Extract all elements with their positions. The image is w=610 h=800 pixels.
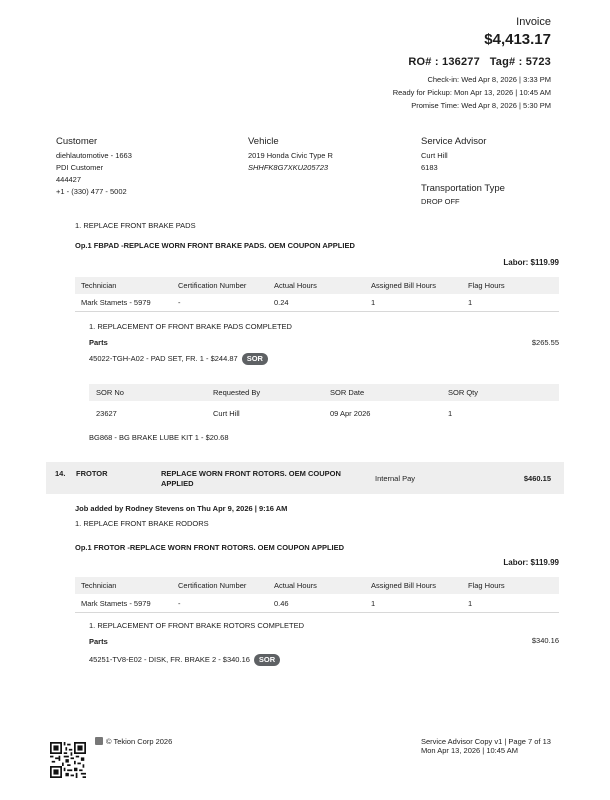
job13-td-technician: Mark Stamets - 5979: [81, 298, 151, 307]
customer-phone: +1 - (330) 477 - 5002: [56, 187, 127, 196]
customer-id: 444427: [56, 175, 82, 184]
sor-td-date: 09 Apr 2026: [330, 409, 371, 418]
ro-tag-line: [408, 56, 551, 68]
footer-copyright: [95, 737, 172, 746]
job14-description: REPLACE WORN FRONT ROTORS. OEM COUPON APPLIED: [161, 469, 341, 488]
footer-printed-time: Mon Apr 13, 2026 | 10:45 AM: [421, 746, 519, 755]
job14-sor-badge[interactable]: SOR: [254, 654, 280, 666]
job14-part1-text: 45251-TV8-E02 - DISK, FR. BRAKE 2 - $340.16: [89, 655, 250, 664]
invoice-title: Invoice: [516, 16, 551, 28]
job14-td-actual: 0.46: [274, 599, 289, 608]
job13-parts-label: Parts: [89, 338, 108, 347]
job14-td-assigned: 1: [371, 599, 376, 608]
job14-code: FROTOR: [76, 469, 108, 478]
job14-td-flag: 1: [468, 599, 473, 608]
check-in-time: Check-in: Wed Apr 8, 2026 | 3:33 PM: [427, 75, 551, 84]
job14-td-technician: Mark Stamets - 5979: [81, 599, 151, 608]
footer-copyright-text: © Tekion Corp 2026: [106, 737, 173, 746]
job13-th-flag: Flag Hours: [468, 281, 505, 290]
sor-td-qty: 1: [448, 409, 453, 418]
job14-parts-total: $340.16: [531, 636, 559, 645]
vehicle-vin: SHHFK8G7XKU205723: [248, 163, 329, 172]
service-advisor-id: 6183: [421, 163, 438, 172]
job13-sor-badge[interactable]: SOR: [242, 353, 268, 365]
job14-amount: $460.15: [523, 474, 551, 483]
service-advisor-title: Service Advisor: [421, 136, 487, 147]
sor-th-requested: Requested By: [213, 388, 261, 397]
ready-for-pickup-time: Ready for Pickup: Mon Apr 13, 2026 | 10:45 AM: [392, 88, 551, 97]
job13-parts-total: $265.55: [531, 338, 559, 347]
job14-labor: Labor: $119.99: [503, 558, 559, 567]
job14-th-assigned: Assigned Bill Hours: [371, 581, 437, 590]
job13-line1: 1. REPLACE FRONT BRAKE PADS: [75, 221, 196, 230]
promise-time: Promise Time: Wed Apr 8, 2026 | 5:30 PM: [411, 101, 551, 110]
job13-completion: 1. REPLACEMENT OF FRONT BRAKE PADS COMPLETED: [89, 322, 292, 331]
job13-td-assigned: 1: [371, 298, 376, 307]
job14-op: [75, 543, 344, 552]
job14-th-flag: Flag Hours: [468, 581, 505, 590]
job13-td-cert: -: [178, 298, 181, 307]
service-advisor-section: [421, 136, 505, 208]
invoice-total: $4,413.17: [484, 31, 551, 48]
job14-completion: 1. REPLACEMENT OF FRONT BRAKE ROTORS COMPLETED: [89, 621, 305, 630]
job13-part1: [89, 353, 268, 365]
job13-op-text: Op.1 FBPAD -REPLACE WORN FRONT BRAKE PADS. OEM COUPON APPLIED: [75, 241, 355, 250]
job13-part1-text: 45022-TGH-A02 - PAD SET, FR. 1 - $244.87: [89, 354, 238, 363]
transportation-title: Transportation Type: [421, 183, 505, 194]
qr-code-icon: [50, 742, 86, 778]
job13-th-actual: Actual Hours: [274, 281, 317, 290]
job14-added-by: Job added by Rodney Stevens on Thu Apr 9, 2026 | 9:16 AM: [75, 504, 288, 513]
customer-type: PDI Customer: [56, 163, 104, 172]
job13-op: [75, 240, 355, 252]
job13-labor: Labor: $119.99: [503, 258, 559, 267]
customer-name: diehlautomotive - 1663: [56, 151, 132, 160]
footer-copy-info: Service Advisor Copy v1 | Page 7 of 13: [421, 737, 551, 746]
job14-tech-divider: [75, 612, 559, 613]
tag-number: Tag# : 5723: [489, 56, 551, 68]
sor-table-header: [89, 384, 559, 401]
tekion-logo-icon: [95, 737, 103, 745]
service-advisor-name: Curt Hill: [421, 151, 448, 160]
job14-line1: 1. REPLACE FRONT BRAKE RODORS: [75, 519, 209, 528]
sor-th-qty: SOR Qty: [448, 388, 479, 397]
customer-title: Customer: [56, 136, 98, 147]
job14-parts-label: Parts: [89, 637, 108, 646]
job13-th-technician: Technician: [81, 281, 117, 290]
sor-th-date: SOR Date: [330, 388, 365, 397]
job14-op-text: Op.1 FROTOR -REPLACE WORN FRONT ROTORS. OEM COUPON APPLIED: [75, 543, 345, 552]
job14-th-cert: Certification Number: [178, 581, 247, 590]
customer-section: [56, 136, 132, 198]
vehicle-section: [248, 136, 333, 174]
job14-td-cert: -: [178, 599, 181, 608]
transportation-value: DROP OFF: [421, 197, 460, 206]
job14-number: 14.: [55, 469, 66, 478]
sor-td-no: 23627: [96, 409, 117, 418]
job13-td-flag: 1: [468, 298, 473, 307]
sor-th-no: SOR No: [96, 388, 124, 397]
job13-td-actual: 0.24: [274, 298, 289, 307]
job13-part2: BG868 - BG BRAKE LUBE KIT 1 - $20.68: [89, 433, 229, 442]
job13-th-assigned: Assigned Bill Hours: [371, 281, 437, 290]
job14-th-technician: Technician: [81, 581, 117, 590]
ro-number: RO# : 136277: [408, 56, 480, 68]
vehicle-title: Vehicle: [248, 136, 279, 147]
sor-td-requested: Curt Hill: [213, 409, 240, 418]
job14-part1: [89, 654, 280, 666]
job14-pay-type: Internal Pay: [375, 474, 416, 483]
job14-th-actual: Actual Hours: [274, 581, 317, 590]
vehicle-model: 2019 Honda Civic Type R: [248, 151, 333, 160]
job13-tech-divider: [75, 311, 559, 312]
job13-th-cert: Certification Number: [178, 281, 247, 290]
